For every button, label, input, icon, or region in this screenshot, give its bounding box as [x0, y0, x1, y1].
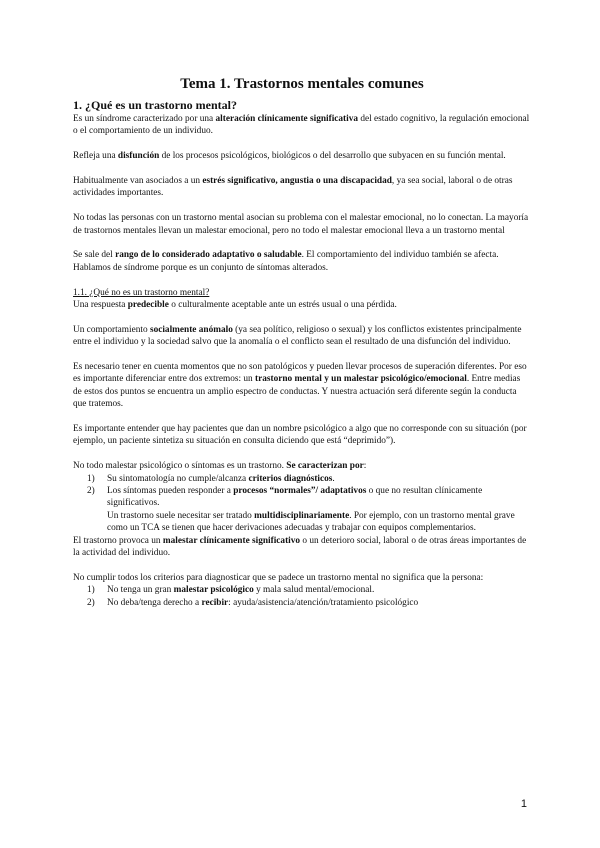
criteria-list — [73, 473, 531, 535]
list-item: 2) No deba/tenga derecho a recibir: ayuda/asistencia/atención/tratamiento psicológico — [87, 597, 419, 608]
page-content — [73, 75, 531, 609]
page-number: 1 — [520, 798, 527, 810]
paragraph: Es necesario tener en cuenta momentos que no son patológicos y pueden llevar procesos de superación diferentes. Por eso es importante diferenciar entre dos extremos: un trastorno mental y un malestar psicológico/emocional. Entre medias de estos dos puntos se encuentra un amplio espectro de conductas. Y nuestra actuación será diferente según la conducta que tratemos. — [73, 362, 527, 410]
person-list — [73, 584, 531, 609]
list-item: 1) No tenga un gran malestar psicológico y mala salud mental/emocional. — [87, 585, 375, 596]
document-title: Tema 1. Trastornos mentales comunes — [180, 76, 424, 92]
list-item-note: Un trastorno suele necesitar ser tratado multidisciplinariamente. Por ejemplo, con un trastorno mental grave como un TCA se tienen que hacer derivaciones adecuadas y trabajar con equipos complementarios. — [107, 510, 515, 534]
list-item: 2) Los síntomas pueden responder a procesos “normales”/ adaptativos o que no resultan clínicamente significativos. Un trastorno suele necesitar ser tratado multidisciplinariamente. Por ejemplo, con un trastorno mental grave como un TCA se tienen que hacer derivaciones adecuadas y trabajar con equipos complementarios. — [73, 485, 531, 535]
paragraph: Es un síndrome caracterizado por una alteración clínicamente significativa del estado cognitivo, la regulación emocional o el comportamiento de un individuo. — [73, 114, 530, 137]
paragraph: Refleja una disfunción de los procesos psicológicos, biológicos o del desarrollo que subyacen en su función mental. — [73, 151, 506, 162]
paragraph: Habitualmente van asociados a un estrés significativo, angustia o una discapacidad, ya sea social, laboral o de otras actividades importantes. — [73, 176, 513, 199]
paragraph: No todo malestar psicológico o síntomas es un trastorno. Se caracterizan por: — [73, 461, 367, 472]
paragraph: Una respuesta predecible o culturalmente aceptable ante un estrés usual o una pérdida. — [73, 300, 397, 311]
section-heading: 1. ¿Qué es un trastorno mental? — [73, 98, 237, 112]
list-item: 1) Su sintomatología no cumple/alcanza criterios diagnósticos. — [87, 473, 335, 484]
paragraph: No cumplir todos los criterios para diagnosticar que se padece un trastorno mental no significa que la persona: — [73, 572, 484, 583]
paragraph: El trastorno provoca un malestar clínicamente significativo o un deterioro social, laboral o de otras áreas importantes de la actividad del individuo. — [73, 535, 527, 559]
paragraph: Se sale del rango de lo considerado adaptativo o saludable. El comportamiento del individuo también se afecta. Hablamos de síndrome porque es un conjunto de síntomas alterados. — [73, 250, 499, 273]
paragraph: No todas las personas con un trastorno mental asocian su problema con el malestar emocional, no lo conectan. La mayoría de trastornos mentales llevan un malestar emocional, pero no todo el malestar emocional lleva a un trastorno mental — [73, 213, 529, 236]
paragraph: Un comportamiento socialmente anómalo (ya sea político, religioso o sexual) y los conflictos existentes principalmente entre el individuo y la sociedad salvo que la anomalía o el conflicto sean el resultado de una disfunción del individuo. — [73, 324, 522, 348]
paragraph: Es importante entender que hay pacientes que dan un nombre psicológico a algo que no corresponde con su situación (por ejemplo, un paciente sintetiza su situación en consulta diciendo que está “deprimido”). — [73, 424, 527, 447]
subsection-heading: 1.1. ¿Qué no es un trastorno mental? — [73, 287, 210, 298]
